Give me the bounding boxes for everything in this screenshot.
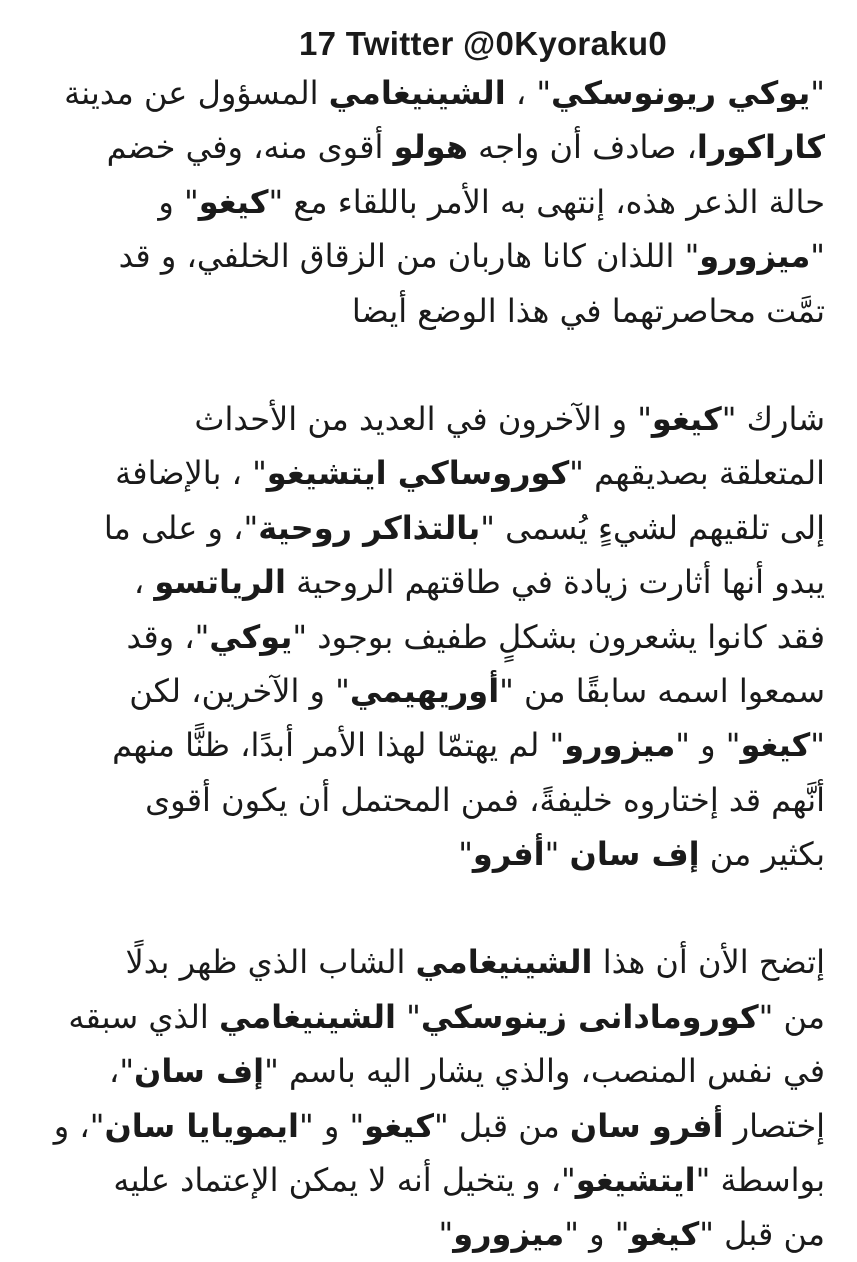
text-run: من " [758,997,825,1036]
bold-name: ايتشيغو [575,1161,696,1200]
text-run: سمعوا اسمه سابقًا من " [499,671,825,710]
text-line [35,935,825,989]
text-line [35,66,825,120]
text-run: " ، بالإضافة [115,454,267,493]
text-run: " [810,74,825,112]
text-run: شارك " [721,399,825,438]
text-run: "، و [53,1106,105,1145]
paragraph [35,935,825,1261]
text-run: حالة الذعر هذه، إنتهى به الأمر باللقاء مع " [268,182,825,221]
bold-name: أفرو سان [569,1106,724,1145]
text-line [35,773,825,827]
bold-name: كيغو [629,1215,700,1254]
text-run: من قبل " [699,1215,825,1254]
text-run: " [544,835,570,874]
text-line [35,827,825,881]
bold-name: كورومادانى زينوسكي [420,997,759,1036]
text-run: إختصار [723,1106,825,1145]
text-run: " [438,1215,454,1254]
text-run: فقد كانوا يشعرون بشكلٍ طفيف بوجود " [292,617,825,656]
text-run: بواسطة " [695,1161,825,1200]
text-run: " و " [564,1215,630,1254]
paragraph [35,392,825,882]
text-line [35,1153,825,1207]
text-run: " و [158,182,199,221]
bold-name: كوروساكي ايتشيغو [266,454,570,493]
text-line [35,718,825,772]
text-line [35,1099,825,1153]
text-run: إتضح الأن أن هذا [592,943,825,982]
text-run: المسؤول عن مدينة [64,74,329,112]
bold-name: يوكي ريونوسكي [551,74,811,112]
text-run: أنَّهم قد إختاروه خليفةً، فمن المحتمل أن يكون أقوى [145,780,825,819]
bold-name: كيغو [364,1106,434,1145]
bold-name: كيغو [740,726,811,765]
text-run: "، [108,1052,135,1091]
bold-name: كيغو [198,182,269,221]
bold-name: الشينيغامي [415,943,593,982]
bold-name: أفرو [472,835,545,874]
bold-name: إف سان [134,1052,265,1091]
text-run: " و " [298,1106,365,1145]
text-run: ، [133,563,155,602]
header [0,22,857,66]
bold-name: ميزورو [453,1215,565,1254]
paragraph [35,66,825,338]
bold-name: الرياتسو [154,563,286,602]
bold-name: ايمويايا سان [104,1106,299,1145]
bold-name: الشينيغامي [218,997,396,1036]
text-line [35,1207,825,1261]
text-run: أقوى منه، وفي خضم [106,128,394,167]
text-run: " و " [675,726,741,765]
text-run: "، و على ما [103,508,259,547]
text-run: تمَّت محاصرتهما في هذا الوضع أيضا [351,291,825,330]
text-line [35,229,825,283]
text-run: " [810,237,825,276]
text-line [35,664,825,718]
text-line [35,175,825,229]
text-run: " [458,835,473,874]
bold-name: بالتذاكر روحية [258,508,481,547]
text-line [35,284,825,338]
text-run: المتعلقة بصديقهم " [569,454,825,493]
text-run: ، صادف أن واجه [467,128,697,167]
text-run: " و الآخرون في العديد من الأحداث [194,399,652,438]
text-line [35,446,825,500]
bold-name: أوريهيمي [349,671,500,710]
text-run: يبدو أنها أثارت زيادة في طاقتهم الروحية [285,563,825,602]
twitter-credit: 17 Twitter @0Kyoraku0 [299,25,667,62]
text-run: " [810,726,825,765]
text-line [35,1044,825,1098]
text-line [35,610,825,664]
text-run: " لم يهتمّا لهذا الأمر أبدًا، ظنًّا منهم [112,726,565,765]
text-run: " ، [505,74,552,112]
bold-name: ميزورو [699,237,811,276]
text-run: " [395,997,421,1036]
text-run: " و الآخرين، لكن [129,671,350,710]
bold-name: إف سان [569,835,700,874]
text-run: من قبل " [433,1106,570,1145]
text-run: الشاب الذي ظهر بدلًا [125,943,416,982]
text-line [35,120,825,174]
text-run: "، وقد [126,617,210,656]
bold-name: ميزورو [564,726,676,765]
text-run: في نفس المنصب، والذي يشار اليه باسم " [264,1052,825,1091]
text-line [35,555,825,609]
bold-name: الشينيغامي [328,74,506,112]
text-run: إلى تلقيهم لشيءٍ يُسمى " [480,508,825,547]
article-body [35,66,825,1262]
text-run: الذي سبقه [68,997,219,1036]
text-run: "، و يتخيل أنه لا يمكن الإعتماد عليه [113,1161,576,1200]
bold-name: كاراكورا [696,128,825,167]
text-run: بكثير من [699,835,825,874]
bold-name: كيغو [651,399,722,438]
text-line [35,501,825,555]
text-line [35,990,825,1044]
text-line [35,392,825,446]
bold-name: يوكي [209,617,293,656]
text-run: " اللذان كانا هاربان من الزقاق الخلفي، و قد [118,237,700,276]
bold-name: هولو [393,128,468,167]
